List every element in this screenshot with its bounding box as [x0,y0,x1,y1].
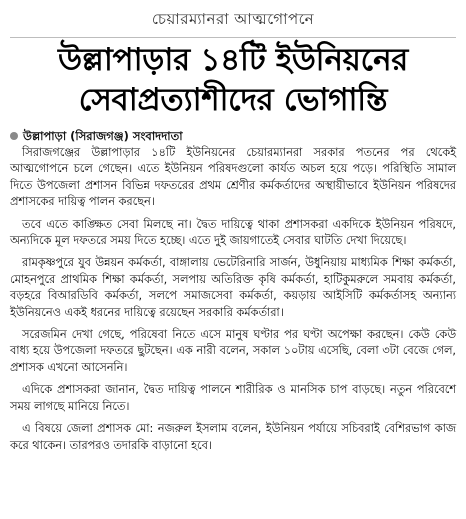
paragraph-1: সিরাজগঞ্জের উল্লাপাড়ার ১৪টি ইউনিয়নের চেয়ারম্যানরা সরকার পতনের পর থেকেই আত্মগোপনে চলে গেছেন। এতে ইউনিয়ন পরিষদগুলো কার্যত অচল হয়ে পড়ে। পরিস্থিতি সামাল দিতে উপজেলা প্রশাসন বিভিন্ন দফতরের প্রথম শ্রেণীর কর্মকর্তাদের অস্থায়ীভাবে ইউনিয়ন পরিষদের প্রশাসকের দায়িত্ব পালন করছেন। [10,146,456,209]
kicker-row [10,8,456,33]
headline-line-2: সেবাপ্রত্যাশীদের ভোগান্তি [78,82,388,118]
byline-place: উল্লাপাড়া (সিরাজগঞ্জ) [23,129,129,143]
paragraph-2: তবে এতে কাঙ্ক্ষিত সেবা মিলছে না। দ্বৈত দায়িত্বে থাকা প্রশাসকরা একদিকে ইউনিয়ন পরিষদে, অন্যদিকে মূল দফতরে সময় দিতে হচ্ছে। এতে দুই জায়গাতেই সেবার ঘাটতি দেখা দিয়েছে। [10,217,456,248]
headline-line-1: উল্লাপাড়ার ১৪টি ইউনিয়নের [57,42,409,78]
byline-agency: সংবাদদাতা [132,129,183,143]
paragraph-6: এ বিষয়ে জেলা প্রশাসক মো: নজরুল ইসলাম বলেন, ইউনিয়ন পর্যায়ে সচিবরাই বেশিরভাগ কাজ করে থাকেন। তারপরও তদারকি বাড়ানো হবে। [10,422,456,452]
paragraph-5: এদিকে প্রশাসকরা জানান, দ্বৈত দায়িত্ব পালনে শারীরিক ও মানসিক চাপ বাড়ছে। নতুন পরিবেশে সময় লাগছে মানিয়ে নিতে। [10,383,456,413]
paragraph-3: রামকৃষ্ণপুরে যুব উন্নয়ন কর্মকর্তা, বাঙ্গালায় ভেটেরিনারি সার্জন, উধুনিয়ায় মাধ্যমিক শিক্ষা কর্মকর্তা, মোহনপুরে প্রাথমিক শিক্ষা কর্মকর্তা, সলপায় অতিরিক্ত কৃষি কর্মকর্তা, হাটিকুমরুলে সমবায় কর্মকর্তা, বড়হরে বিআরডিবি কর্মকর্তা, সলপে সমাজসেবা কর্মকর্তা, কয়ড়ায় আইসিটি কর্মকর্তাসহ অন্যান্য ইউনিয়নেও একই ধরনের দায়িত্বে রয়েছেন সরকারি কর্মকর্তারা। [10,256,456,319]
article-body [10,145,456,454]
kicker-divider [10,37,456,38]
byline [10,128,456,144]
kicker-text: চেয়ারম্যানরা আত্মগোপনে [151,10,315,28]
headline [10,40,456,120]
paragraph-4: সরেজমিন দেখা গেছে, পরিষেবা নিতে এসে মানুষ ঘণ্টার পর ঘণ্টা অপেক্ষা করছেন। কেউ কেউ বাধ্য হয়ে উপজেলা দফতরে ছুটছেন। এক নারী বলেন, সকাল ১০টায় এসেছি, বেলা ৩টা বেজে গেল, প্রশাসক এখনো আসেননি। [10,328,456,374]
bullet-dot-icon [10,132,18,140]
